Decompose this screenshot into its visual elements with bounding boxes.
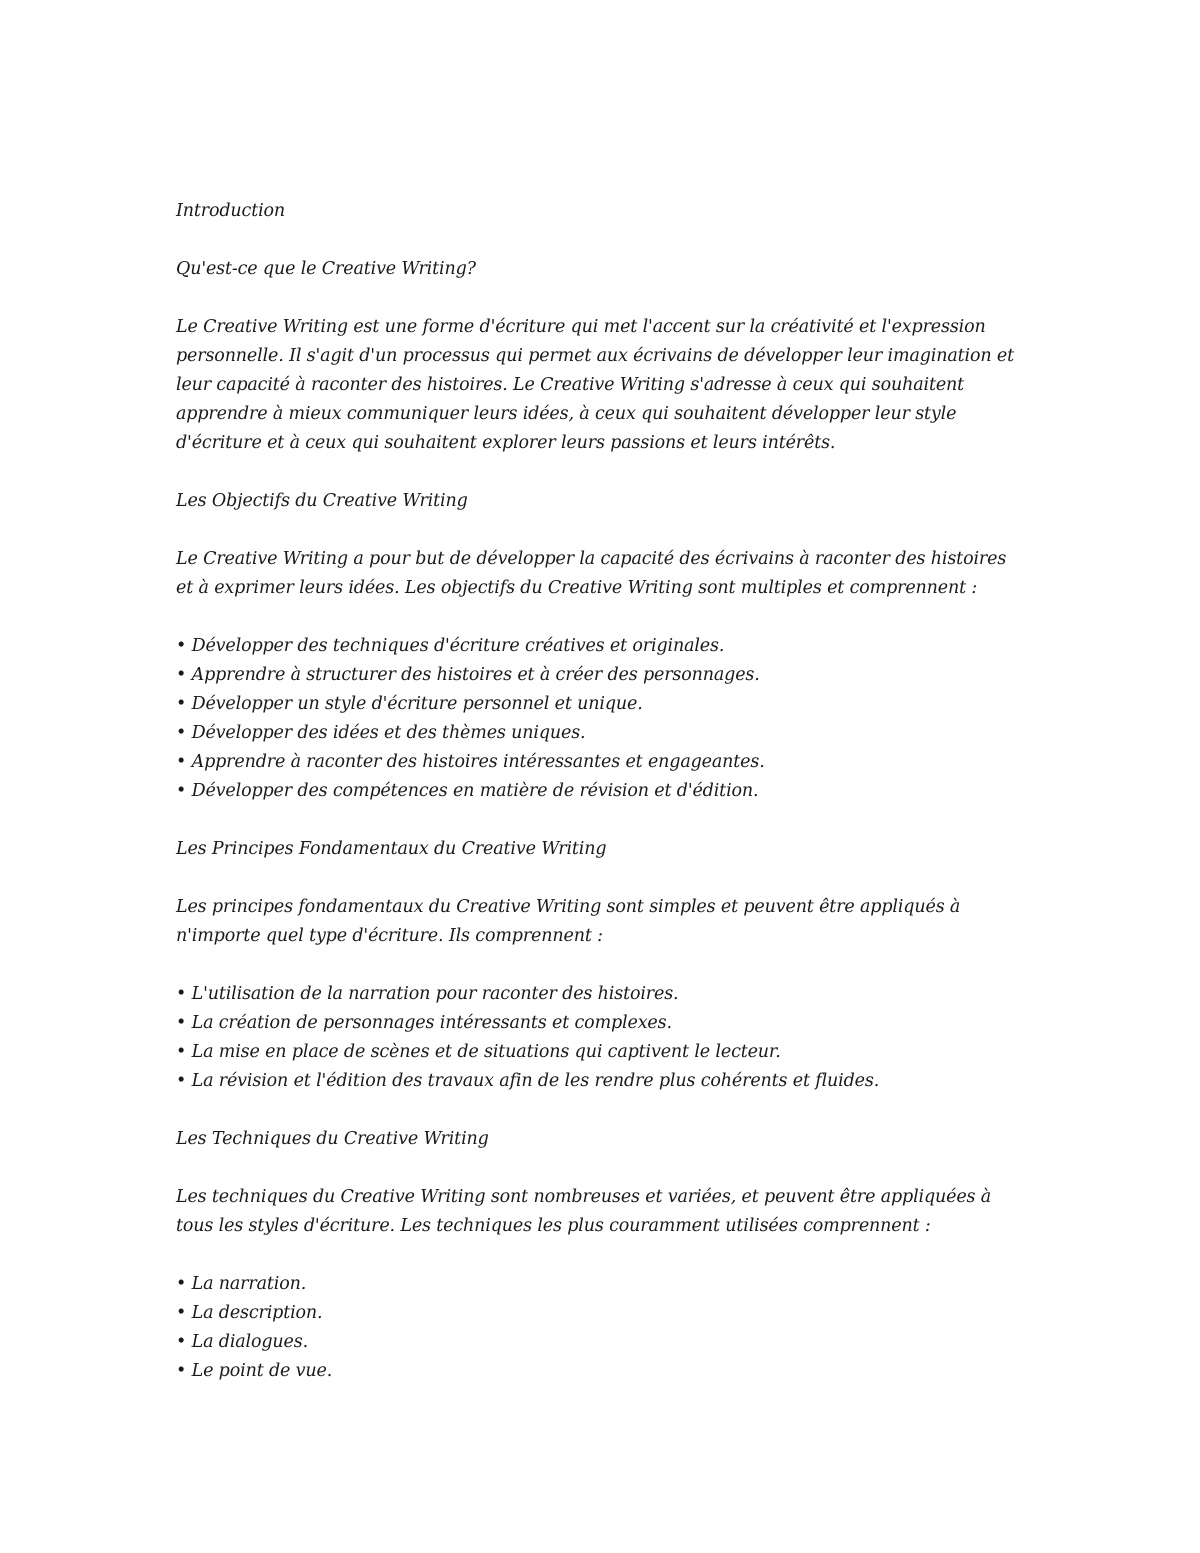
list-item: • Le point de vue. [176, 1357, 1036, 1386]
list-item: • La dialogues. [176, 1328, 1036, 1357]
techniques-list [176, 1270, 1036, 1386]
section-heading-principles: Les Principes Fondamentaux du Creative Writing [176, 839, 607, 859]
paragraph-line: Le Creative Writing est une forme d'écriture qui met l'accent sur la créativité et l'expression [176, 317, 986, 337]
paragraph-line: et à exprimer leurs idées. Les objectifs du Creative Writing sont multiples et comprennent : [176, 578, 978, 598]
list-item: • La création de personnages intéressants et complexes. [176, 1009, 1036, 1038]
intro-heading: Introduction [176, 201, 286, 221]
list-item: • La mise en place de scènes et de situations qui captivent le lecteur. [176, 1038, 1036, 1067]
section-heading-techniques: Les Techniques du Creative Writing [176, 1129, 489, 1149]
section-heading-objectives: Les Objectifs du Creative Writing [176, 491, 468, 511]
document-body [176, 197, 1036, 1415]
paragraph-line: apprendre à mieux communiquer leurs idées, à ceux qui souhaitent développer leur style [176, 404, 957, 424]
list-item: • Apprendre à raconter des histoires intéressantes et engageantes. [176, 748, 1036, 777]
list-item: • L'utilisation de la narration pour raconter des histoires. [176, 980, 1036, 1009]
list-item: • Développer des techniques d'écriture créatives et originales. [176, 632, 1036, 661]
paragraph-line: personnelle. Il s'agit d'un processus qui permet aux écrivains de développer leur imagination et [176, 346, 1014, 366]
paragraph-line: d'écriture et à ceux qui souhaitent explorer leurs passions et leurs intérêts. [176, 433, 836, 453]
section-heading-what-is: Qu'est-ce que le Creative Writing? [176, 259, 476, 279]
objectives-list [176, 632, 1036, 806]
list-item: • Développer un style d'écriture personnel et unique. [176, 690, 1036, 719]
paragraph-what-is [176, 313, 1036, 458]
paragraph-line: leur capacité à raconter des histoires. Le Creative Writing s'adresse à ceux qui souhaitent [176, 375, 965, 395]
paragraph-principles [176, 893, 1036, 951]
paragraph-techniques [176, 1183, 1036, 1241]
list-item: • Apprendre à structurer des histoires et à créer des personnages. [176, 661, 1036, 690]
paragraph-line: Les techniques du Creative Writing sont nombreuses et variées, et peuvent être appliquées à [176, 1187, 992, 1207]
paragraph-objectives [176, 545, 1036, 603]
list-item: • La description. [176, 1299, 1036, 1328]
paragraph-line: Les principes fondamentaux du Creative Writing sont simples et peuvent être appliqués à [176, 897, 961, 917]
list-item: • La narration. [176, 1270, 1036, 1299]
principles-list [176, 980, 1036, 1096]
list-item: • La révision et l'édition des travaux afin de les rendre plus cohérents et fluides. [176, 1067, 1036, 1096]
list-item: • Développer des idées et des thèmes uniques. [176, 719, 1036, 748]
paragraph-line: Le Creative Writing a pour but de développer la capacité des écrivains à raconter des histoires [176, 549, 1007, 569]
paragraph-line: n'importe quel type d'écriture. Ils comprennent : [176, 926, 603, 946]
paragraph-line: tous les styles d'écriture. Les techniques les plus couramment utilisées comprennent : [176, 1216, 931, 1236]
list-item: • Développer des compétences en matière de révision et d'édition. [176, 777, 1036, 806]
